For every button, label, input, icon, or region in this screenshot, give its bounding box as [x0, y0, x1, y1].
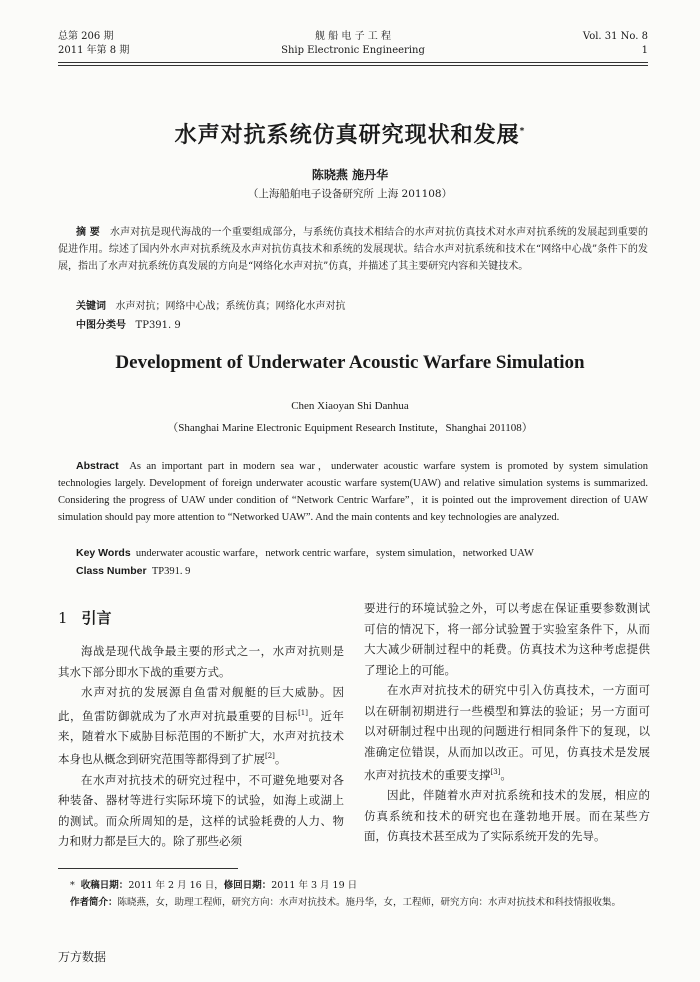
body-column-right [364, 598, 650, 847]
journal-name-cn: 舰 船 电 子 工 程 [315, 31, 391, 42]
header-center [58, 30, 648, 58]
journal-name-en: Ship Electronic Engineering [281, 45, 425, 56]
header-right [583, 30, 648, 58]
keywords-cn-label: 关键词 [76, 301, 106, 312]
paragraph: 水声对抗的发展源自鱼雷对舰艇的巨大威胁。因此，鱼雷防御就成为了水声对抗最重要的目标[1]。近年来，随着水下威胁目标范围的不断扩大，水声对抗技术本身也从概念到研究范围等都得到了扩展[2]。 [58, 685, 345, 767]
watermark-text: 万方数据 [58, 950, 107, 964]
section-title: 引言 [81, 609, 112, 627]
class-number-cn [76, 318, 181, 334]
keywords-cn-text: 水声对抗；网络中心战；系统仿真；网络化水声对抗 [115, 301, 346, 312]
citation: [2] [265, 752, 275, 761]
affiliation-cn: （上海船舶电子设备研究所 上海 201108） [247, 188, 453, 200]
keywords-en-label: Key Words [76, 547, 131, 559]
authors-en: Chen Xiaoyan Shi Danhua [291, 400, 409, 412]
issue-date: 2011 年第 8 期 [58, 45, 130, 56]
class-cn-text: TP391. 9 [135, 320, 181, 331]
paragraph: 海战是现代战争最主要的形式之一，水声对抗则是其水下部分即水下战的重要方式。 [58, 644, 344, 679]
class-number-en [76, 563, 190, 580]
footnote-rule [58, 868, 238, 869]
title-cn-text: 水声对抗系统仿真研究现状和发展 [174, 123, 520, 148]
paragraph-continued: 要进行的环境试验之外，可以考虑在保证重要参数测试可信的情况下，将一部分试验置于实验室条件下，从而大大减少研制过程中的耗费。仿真技术为这种考虑提供了理论上的可能。 [364, 601, 650, 677]
title-footnote-mark: * [519, 126, 526, 137]
abstract-cn-label: 摘 要 [76, 227, 100, 238]
keywords-en-text: underwater acoustic warfare，network centric warfare，system simulation，networked UAW [135, 548, 534, 559]
keywords-cn [76, 299, 346, 315]
authors-cn: 陈晓燕 施丹华 [311, 168, 389, 182]
abstract-cn [58, 224, 648, 275]
section-number: 1 [58, 609, 68, 627]
issue-total: 总第 206 期 [58, 31, 114, 42]
class-en-text: TP391. 9 [151, 566, 191, 577]
class-cn-label: 中图分类号 [76, 320, 126, 331]
affiliation-en: （Shanghai Marine Electronic Equipment Research Institute，Shanghai 201108） [167, 422, 533, 434]
volume-number: Vol. 31 No. 8 [582, 31, 648, 42]
citation: [3] [490, 768, 501, 776]
abstract-en-label: Abstract [76, 460, 119, 472]
body-column-left [58, 607, 344, 852]
abstract-en [58, 458, 648, 526]
paper-title-cn [0, 118, 700, 149]
abstract-en-text: As an important part in modern sea war，underwater acoustic warfare system is promoted by system simulation technologies largely. Development of foreign underwater acoustic warfare system(UAW) and relative simulation systems is summarized. Considering the progress of UAW under condition of “Network Centric Warfare”，it is pointed out the improvement direction of UAW simulation should pay more attention to “Networked UAW”. And the main contents and key technologies are analyzed. [58, 461, 648, 523]
paper-title-en: Development of Underwater Acoustic Warfare Simulation [115, 352, 585, 373]
paragraph: 因此，伴随着水声对抗系统和技术的发展，相应的仿真系统和技术的研究也在蓬勃地开展。而在某些方面，仿真技术甚至成为了实际系统开发的先导。 [364, 788, 650, 844]
header-rule [58, 62, 648, 66]
running-header [58, 30, 648, 60]
abstract-cn-text: 水声对抗是现代海战的一个重要组成部分，与系统仿真技术相结合的水声对抗仿真技术对水声对抗系统的发展起到重要的促进作用。综述了国内外水声对抗系统及水声对抗仿真技术和系统的发展现状。结合水声对抗系统和技术在“网络中心战”条件下的发展，指出了水声对抗系统仿真发展的方向是“网络化水声对抗”仿真，并描述了其主要研究内容和关键技术。 [58, 227, 649, 272]
citation: [1] [298, 708, 308, 717]
paragraph: 在水声对抗技术的研究过程中，不可避免地要对各种装备、器材等进行实际环境下的试验，如海上或湖上的测试。而众所周知的是，这样的试验耗费的人力、物力和财力都是巨大的。除了那些必须 [58, 772, 344, 849]
footnote-marker: * [70, 880, 75, 891]
paragraph: 在水声对抗技术的研究中引入仿真技术，一方面可以在研制初期进行一些模型和算法的验证；另一方面可以对研制过程中出现的问题进行相同条件下的复现，以准确定位错误，从而加以改正。可见，仿真技术是发展水声对抗技术的重要支撑[3]。 [364, 683, 650, 782]
page-number: 1 [641, 45, 648, 56]
class-en-label: Class Number [76, 565, 147, 577]
footnote-bio: 作者简介：陈晓燕，女，助理工程师，研究方向：水声对抗技术。施丹华，女，工程师，研究方向：水声对抗技术和科技情报收集。 [70, 897, 622, 908]
footnote-dates: * 收稿日期：2011 年 2 月 16 日，修回日期：2011 年 3 月 19 日 [70, 880, 358, 891]
keywords-en [76, 545, 534, 562]
section-heading [58, 607, 344, 633]
